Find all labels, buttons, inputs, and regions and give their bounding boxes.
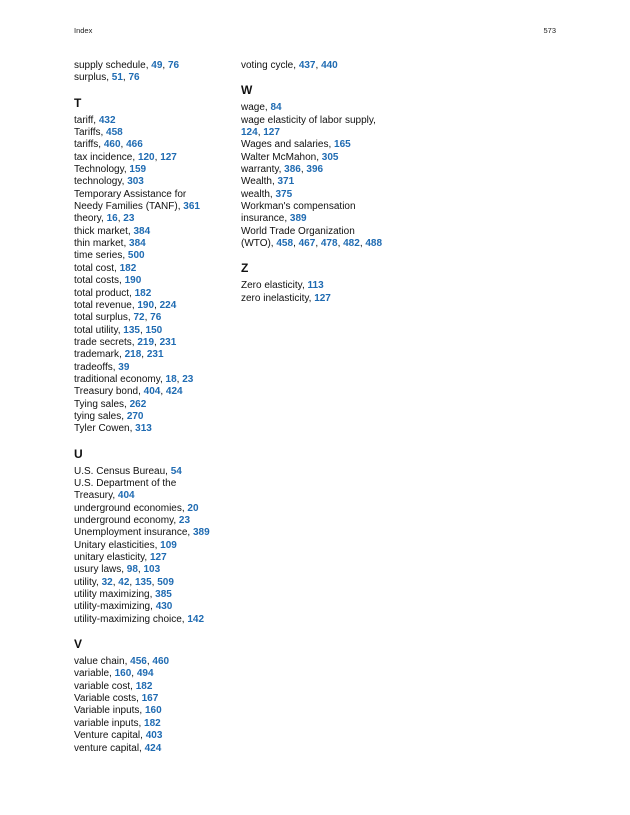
page-link[interactable]: 500 <box>127 250 145 262</box>
page-link[interactable]: 190 <box>137 299 155 311</box>
page-link[interactable]: 39 <box>118 361 130 373</box>
index-entry <box>74 275 234 287</box>
entry-term: Variable inputs, <box>74 705 145 717</box>
page-link[interactable]: 305 <box>321 151 339 163</box>
page-link[interactable]: 430 <box>155 601 173 613</box>
entry-term: usury laws, <box>74 564 127 576</box>
entry-term: Temporary Assistance for <box>74 188 187 200</box>
page-link[interactable]: 466 <box>126 139 143 151</box>
page-link[interactable]: 456 <box>130 656 147 668</box>
index-entry <box>74 411 234 423</box>
page-link[interactable]: 385 <box>155 589 172 601</box>
entry-term: insurance, <box>241 213 290 225</box>
entry-term: World Trade Organization <box>241 225 355 237</box>
index-entry <box>74 362 234 374</box>
entry-term: Unemployment insurance, <box>74 527 193 539</box>
index-entry <box>74 730 234 742</box>
page-link[interactable]: 190 <box>124 275 142 287</box>
index-column-left <box>74 60 234 755</box>
page-link[interactable]: 460 <box>103 139 121 151</box>
entry-term: total product, <box>74 287 135 299</box>
entry-term: venture capital, <box>74 742 145 754</box>
section-spacer <box>74 85 234 92</box>
entry-term: Technology, <box>74 164 130 176</box>
entry-term: tradeoffs, <box>74 361 119 373</box>
entry-term: underground economy, <box>74 515 179 526</box>
index-entry <box>74 743 234 755</box>
page-link[interactable]: 20 <box>187 502 199 514</box>
page-link[interactable]: 231 <box>159 336 177 348</box>
index-entry <box>74 164 234 176</box>
entry-term: Unitary elasticities, <box>74 539 161 551</box>
running-header-title: Index <box>74 26 93 35</box>
index-entry <box>74 127 234 139</box>
page-link[interactable]: 32 <box>101 576 113 588</box>
index-entry <box>74 189 234 214</box>
page-link[interactable]: 23 <box>182 373 194 385</box>
page-link[interactable]: 371 <box>277 176 295 188</box>
page-link[interactable]: 403 <box>145 730 163 742</box>
index-entry: tariffs, 460, 466 <box>74 139 143 151</box>
index-entry <box>74 589 234 601</box>
index-entry <box>241 102 411 114</box>
page-link[interactable]: 478 <box>320 238 338 250</box>
page-link[interactable]: 396 <box>306 164 324 176</box>
index-entry: value chain, 456, 460 <box>74 656 170 668</box>
entry-term: wage, <box>241 102 271 114</box>
entry-term: underground economies, <box>74 502 188 514</box>
page-link[interactable]: 270 <box>126 410 144 422</box>
entry-term: Tariffs, <box>74 127 107 139</box>
index-entry <box>241 280 411 292</box>
entry-term: value chain, <box>74 656 131 668</box>
index-entry: trade secrets, 219, 231 <box>74 336 177 348</box>
page-link[interactable]: 23 <box>123 213 135 225</box>
page-link[interactable]: 219 <box>137 336 155 348</box>
entry-term: Tying sales, <box>74 398 130 410</box>
entry-term: variable, <box>74 668 115 680</box>
page-link[interactable]: 16 <box>106 213 118 225</box>
page-link[interactable]: 231 <box>146 349 164 361</box>
entry-term: surplus, <box>74 72 112 84</box>
page-link[interactable]: 482 <box>343 238 360 250</box>
page-link[interactable]: 424 <box>165 386 183 398</box>
page-link[interactable]: 494 <box>136 668 154 680</box>
page-link[interactable]: 458 <box>106 127 123 139</box>
entry-term: utility, <box>74 576 102 588</box>
page-link[interactable]: 303 <box>127 176 144 188</box>
entry-term: variable inputs, <box>74 717 145 729</box>
page-link[interactable]: 404 <box>143 386 161 398</box>
page-link[interactable]: 127 <box>314 292 331 304</box>
entry-term: (WTO), <box>241 238 277 250</box>
page-link[interactable]: 160 <box>144 705 162 717</box>
index-entry: trademark, 218, 231 <box>74 349 164 361</box>
entry-term: variable cost, <box>74 680 136 692</box>
index-entry: total utility, 135, 150 <box>74 324 163 336</box>
index-entry: traditional economy, 18, 23 <box>74 373 194 385</box>
index-entry <box>74 718 234 730</box>
page-link[interactable]: 54 <box>170 465 182 477</box>
page-link[interactable]: 224 <box>159 299 177 311</box>
index-column-right <box>241 60 411 305</box>
page-link[interactable]: 509 <box>157 576 174 588</box>
page-link[interactable]: 218 <box>124 349 142 361</box>
page-link[interactable]: 72 <box>133 312 145 324</box>
entry-term: Tyler Cowen, <box>74 423 136 435</box>
index-entry: World Trade Organization (WTO), 458, 467, 478, 482, 488 <box>241 225 383 250</box>
page-link[interactable]: 384 <box>129 238 146 250</box>
entry-term: technology, <box>74 176 128 188</box>
entry-term: Walter McMahon, <box>241 151 322 163</box>
entry-term: utility-maximizing, <box>74 601 156 613</box>
page-link[interactable]: 109 <box>160 539 177 551</box>
entry-term: total cost, <box>74 262 120 274</box>
index-entry: warranty, 386, 396 <box>241 164 324 176</box>
page-link[interactable]: 384 <box>133 225 151 237</box>
index-entry <box>74 176 234 188</box>
entry-term: wealth, <box>241 188 276 200</box>
page-link[interactable]: 182 <box>135 680 153 692</box>
index-entry <box>241 189 411 201</box>
entry-term: tying sales, <box>74 410 127 422</box>
entry-term: voting cycle, <box>241 60 299 71</box>
index-entry: voting cycle, 437, 440 <box>241 60 338 71</box>
entry-term: traditional economy, <box>74 373 166 385</box>
entry-term: trade secrets, <box>74 336 138 348</box>
index-entry: wage elasticity of labor supply, 124, 127 <box>241 114 376 139</box>
page-link[interactable]: 313 <box>135 423 152 435</box>
entry-term: Wealth, <box>241 176 278 188</box>
page-link[interactable]: 142 <box>187 613 205 625</box>
entry-term: Zero elasticity, <box>241 280 308 292</box>
entry-term: wage elasticity of labor supply, <box>241 114 376 126</box>
page-link[interactable]: 113 <box>307 280 324 292</box>
index-entry: usury laws, 98, 103 <box>74 564 161 576</box>
entry-term: time series, <box>74 250 128 262</box>
entry-term: utility maximizing, <box>74 589 156 601</box>
page-link[interactable]: 389 <box>192 527 210 539</box>
index-entry <box>74 693 234 705</box>
entry-term: total revenue, <box>74 299 138 311</box>
page-link[interactable]: 262 <box>129 398 147 410</box>
page-link[interactable]: 150 <box>145 324 163 336</box>
index-entry <box>74 540 234 552</box>
page-link[interactable]: 23 <box>178 515 191 526</box>
entry-term: Needy Families (TANF), <box>74 201 184 213</box>
section-letter-z: Z <box>241 261 249 276</box>
entry-term: total surplus, <box>74 312 134 324</box>
page-link[interactable]: 389 <box>289 213 307 225</box>
page-link[interactable]: 127 <box>149 552 167 564</box>
entry-term: warranty, <box>241 164 285 176</box>
entry-term: U.S. Department of the <box>74 477 177 489</box>
page-link[interactable]: 42 <box>118 576 130 588</box>
index-entry: tax incidence, 120, 127 <box>74 151 177 163</box>
section-letter-w: W <box>241 83 253 98</box>
entry-term: Treasury, <box>74 490 118 502</box>
entry-term: Venture capital, <box>74 730 146 742</box>
page-link[interactable]: 437 <box>298 60 316 71</box>
index-entry <box>241 201 411 226</box>
page-link[interactable]: 182 <box>144 717 161 729</box>
entry-term: total utility, <box>74 324 124 336</box>
index-entry <box>241 152 411 164</box>
index-entry <box>74 681 234 693</box>
index-entry: theory, 16, 23 <box>74 213 135 225</box>
page-link[interactable]: 460 <box>152 656 170 668</box>
index-entry <box>74 614 234 626</box>
entry-term: Treasury bond, <box>74 386 144 398</box>
entry-term: Variable costs, <box>74 693 142 705</box>
index-entry <box>74 601 234 613</box>
entry-term: Wages and salaries, <box>241 139 335 151</box>
index-entry: utility, 32, 42, 135, 509 <box>74 576 174 588</box>
page-link[interactable]: 404 <box>117 490 135 502</box>
index-entry <box>74 466 234 478</box>
page-link[interactable]: 51 <box>111 72 123 84</box>
section-letter-v: V <box>74 637 83 652</box>
page-link[interactable]: 84 <box>270 102 282 114</box>
page-link[interactable]: 120 <box>137 151 155 163</box>
page-link[interactable]: 135 <box>134 576 152 588</box>
section-spacer <box>241 72 411 79</box>
index-entry <box>74 423 234 435</box>
page-number: 573 <box>543 26 556 35</box>
index-entry <box>241 293 411 305</box>
index-entry: supply schedule, 49, 76 <box>74 60 180 71</box>
entry-term: supply schedule, <box>74 60 152 71</box>
index-entry <box>74 238 234 250</box>
page-link[interactable]: 167 <box>141 693 159 705</box>
page-link[interactable]: 182 <box>119 262 137 274</box>
page-link[interactable]: 135 <box>123 324 140 336</box>
page-link[interactable]: 98 <box>126 564 138 576</box>
index-entry <box>74 115 234 127</box>
index-entry <box>74 263 234 275</box>
page-link[interactable]: 440 <box>321 60 338 71</box>
section-letter-u: U <box>74 446 83 461</box>
index-entry: variable, 160, 494 <box>74 668 154 680</box>
index-entry <box>74 503 234 515</box>
index-entry: total surplus, 72, 76 <box>74 312 162 324</box>
page-link[interactable]: 182 <box>134 287 152 299</box>
page-link[interactable]: 76 <box>128 72 140 84</box>
entry-term: utility-maximizing choice, <box>74 613 188 625</box>
entry-term: tariffs, <box>74 139 104 151</box>
page-link[interactable]: 18 <box>165 373 177 385</box>
entry-term: theory, <box>74 213 107 225</box>
page-link[interactable]: 127 <box>263 127 280 139</box>
entry-term: unitary elasticity, <box>74 552 150 564</box>
index-entry <box>241 176 411 188</box>
entry-term: trademark, <box>74 349 125 361</box>
index-entry: surplus, 51, 76 <box>74 72 140 84</box>
page-link[interactable]: 361 <box>183 201 200 213</box>
page-link[interactable]: 76 <box>167 60 180 71</box>
index-entry <box>74 552 234 564</box>
section-spacer <box>241 250 411 257</box>
page-link[interactable]: 375 <box>275 188 293 200</box>
section-spacer <box>74 436 234 443</box>
page-link[interactable]: 49 <box>151 60 163 71</box>
page-link[interactable]: 386 <box>284 164 301 176</box>
page-link[interactable]: 124 <box>241 127 258 139</box>
index-entry <box>74 250 234 262</box>
section-letter-t: T <box>74 95 82 110</box>
page-link[interactable]: 432 <box>98 114 116 126</box>
index-entry <box>74 226 234 238</box>
section-spacer <box>74 626 234 633</box>
index-entry <box>74 399 234 411</box>
entry-term: thick market, <box>74 225 134 237</box>
index-entry <box>74 515 234 527</box>
entry-term: tariff, <box>74 114 99 126</box>
entry-term: Workman's compensation <box>241 201 356 213</box>
index-entry: total revenue, 190, 224 <box>74 299 177 311</box>
page-link[interactable]: 127 <box>160 151 177 163</box>
page-link[interactable]: 458 <box>276 238 294 250</box>
entry-term: tax incidence, <box>74 151 138 163</box>
entry-term: zero inelasticity, <box>241 292 315 304</box>
index-entry <box>74 478 234 503</box>
page-link[interactable]: 159 <box>129 164 147 176</box>
index-entry <box>74 705 234 717</box>
index-entry <box>74 288 234 300</box>
page-link[interactable]: 160 <box>114 668 132 680</box>
page-link[interactable]: 467 <box>298 238 316 250</box>
entry-term: U.S. Census Bureau, <box>74 465 171 477</box>
entry-term: total costs, <box>74 275 125 287</box>
index-entry <box>241 139 411 151</box>
index-entry: Treasury bond, 404, 424 <box>74 386 183 398</box>
index-entry <box>74 527 234 539</box>
entry-term: thin market, <box>74 238 130 250</box>
page-link[interactable]: 165 <box>334 139 351 151</box>
page-link[interactable]: 488 <box>365 238 383 250</box>
page-link[interactable]: 424 <box>144 742 162 754</box>
page-link[interactable]: 103 <box>143 564 161 576</box>
page-link[interactable]: 76 <box>150 312 162 324</box>
